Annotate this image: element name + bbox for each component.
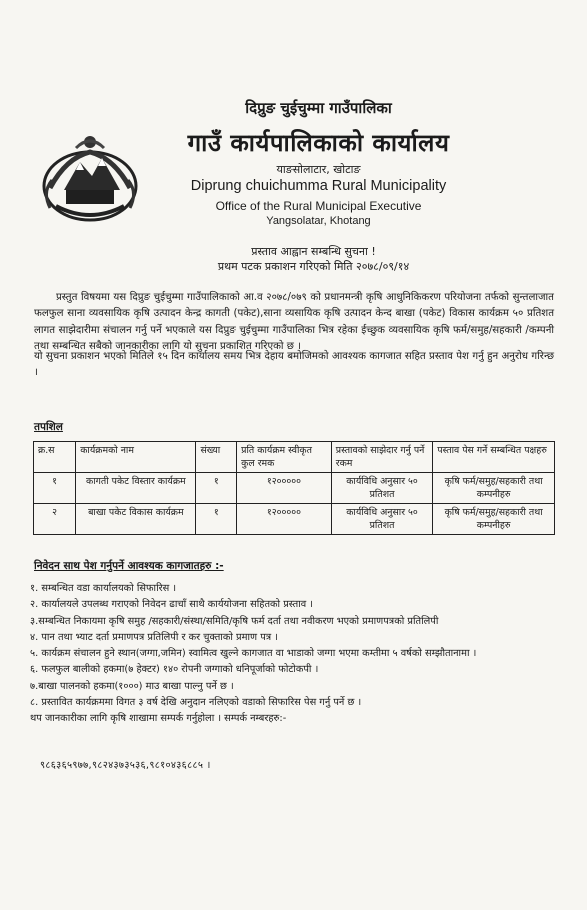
cell-sn: २ <box>34 504 76 535</box>
cell-partner-amount: कार्यविधि अनुसार ५० प्रतिशत <box>331 504 433 535</box>
list-item: थप जानकारीका लागि कृषि शाखामा सम्पर्क गर्नुहोला । सम्पर्क नम्बरहरु:- <box>30 713 287 725</box>
table-header-row <box>34 442 555 473</box>
list-item: ४. पान तथा भ्याट दर्ता प्रमाणपत्र प्रतिलिपी र कर चुक्ताको प्रमाण पत्र । <box>30 631 278 643</box>
documents-heading: निवेदन साथ पेश गर्नुपर्ने आवश्यक कागजातहरु :- <box>34 560 224 572</box>
address-nepali: याङसोलाटार, खोटाङ <box>276 163 361 176</box>
municipality-name-nepali: दिप्रुङ चुईचुम्मा गाउँपालिका <box>245 99 392 117</box>
cell-partner-amount: कार्यविधि अनुसार ५० प्रतिशत <box>331 473 433 504</box>
municipality-name-english: Diprung chuichumma Rural Municipality <box>190 178 447 194</box>
header-parties: पस्ताव पेस गर्ने सम्बन्धित पक्षहरु <box>433 442 555 473</box>
notice-paragraph-1: प्रस्तुत विषयमा यस दिप्रुङ चुईचुम्मा गाउँपालिकाको आ.व २०७८/०७९ को प्रधानमन्त्री कृषि आधुनिकिकरण परियोजना तर्फको सुन्तलाजात फलफुल साना व्यवसायिक कृषि उत्पादन केन्द्र कागती (पकेट),साना व्यसायिक कृषि उत्पादन केन्द बाखा (पकेट) विकास कार्यक्रम ५० प्रतिशत लागत साझेदारीमा संचालन गर्नु पर्ने भएकाले यस दिप्रुङ चुईचुम्मा गाउँपालिका भित्र रहेका ईच्छुक व्यवसायिक कृषि फर्म/समुह/सहकारी /कम्पनी तथा सम्बन्धित सबैको जानकारीका लागि यो सुचना प्रकाशित गरिएको छ । <box>34 292 554 353</box>
header-approved-amount: प्रति कार्यक्रम स्वीकृत कुल रमक <box>237 442 332 473</box>
cell-parties: कृषि फर्म/समुह/सहकारी तथा कम्पनीहरु <box>433 504 555 535</box>
cell-program-name: बाखा पकेट विकास कार्यक्रम <box>76 504 196 535</box>
list-item: ८. प्रस्तावित कार्यक्रममा विगत ३ वर्ष देखि अनुदान नलिएको वडाको सिफारिस पेस गर्नु पर्ने छ । <box>30 697 362 709</box>
header-count: संख्या <box>196 442 237 473</box>
office-title-nepali: गाउँ कार्यपालिकाको कार्यालय <box>187 129 450 157</box>
cell-approved-amount: १२००००० <box>237 504 332 535</box>
cell-count: १ <box>196 473 237 504</box>
list-item: २. कार्यालयले उपलब्ध गराएको निवेदन ढाचाँ साथै कार्ययोजना सहितको प्रस्ताव । <box>30 599 313 611</box>
documents-list <box>30 581 555 728</box>
table-row <box>34 473 555 504</box>
program-table <box>33 441 555 535</box>
header-partner-amount: प्रस्तावको साझेदार गर्नु पर्ने रकम <box>331 442 433 473</box>
list-item: ७.बाखा पालनको हकमा(१०००) माउ बाखा पाल्नु पर्ने छ । <box>30 680 234 692</box>
table-title: तपशिल <box>34 421 63 433</box>
cell-count: १ <box>196 504 237 535</box>
office-title-english: Office of the Rural Municipal Executive <box>215 199 422 213</box>
cell-approved-amount: १२००००० <box>237 473 332 504</box>
list-item: ३.सम्बन्धित निकायमा कृषि समुह /सहकारी/संस्था/समिति/कृषि फर्म दर्ता तथा नवीकरण भएको प्रमाणपत्रको प्रतिलिपी <box>30 615 439 627</box>
notice-paragraph-2: यो सुचना प्रकाशन भएको मितिले १५ दिन कार्यालय समय भित्र देहाय बमोजिमको आवश्यक कागजात सहित प्रस्ताव पेश गर्नु हुन अनुरोध गरिन्छ । <box>34 351 554 379</box>
notice-subject: प्रस्ताव आह्वान सम्बन्धि सुचना ! <box>251 245 376 258</box>
header-program-name: कार्यक्रमको नाम <box>76 442 196 473</box>
contact-numbers: ९८६३६५९७७,९८२४३७३५३६,९८१०४३६८८५ । <box>40 760 211 771</box>
list-item: ६. फलफुल बालीको हकमा(७ हेक्टर) १४० रोपनी जग्गाको धनिपूर्जाको फोटोकपी । <box>30 664 319 676</box>
publish-date: प्रथम पटक प्रकाशन गरिएको मिति २०७८/०९/१४ <box>217 260 410 273</box>
list-item: १. सम्बन्धित वडा कार्यालयको सिफारिस । <box>30 583 177 594</box>
header-sn: क्र.स <box>34 442 76 473</box>
cell-parties: कृषि फर्म/समुह/सहकारी तथा कम्पनीहरु <box>433 473 555 504</box>
address-english: Yangsolatar, Khotang <box>266 215 371 227</box>
cell-program-name: कागती पकेट विस्तार कार्यक्रम <box>76 473 196 504</box>
cell-sn: १ <box>34 473 76 504</box>
list-item: ५. कार्यक्रम संचालन हुने स्थान(जग्गा,जमिन) स्वामित्व खुल्ने कागजात वा भाडाको जग्गा भएमा कम्तीमा ५ वर्षको सम्झौतानामा । <box>30 648 477 660</box>
table-row <box>34 504 555 535</box>
